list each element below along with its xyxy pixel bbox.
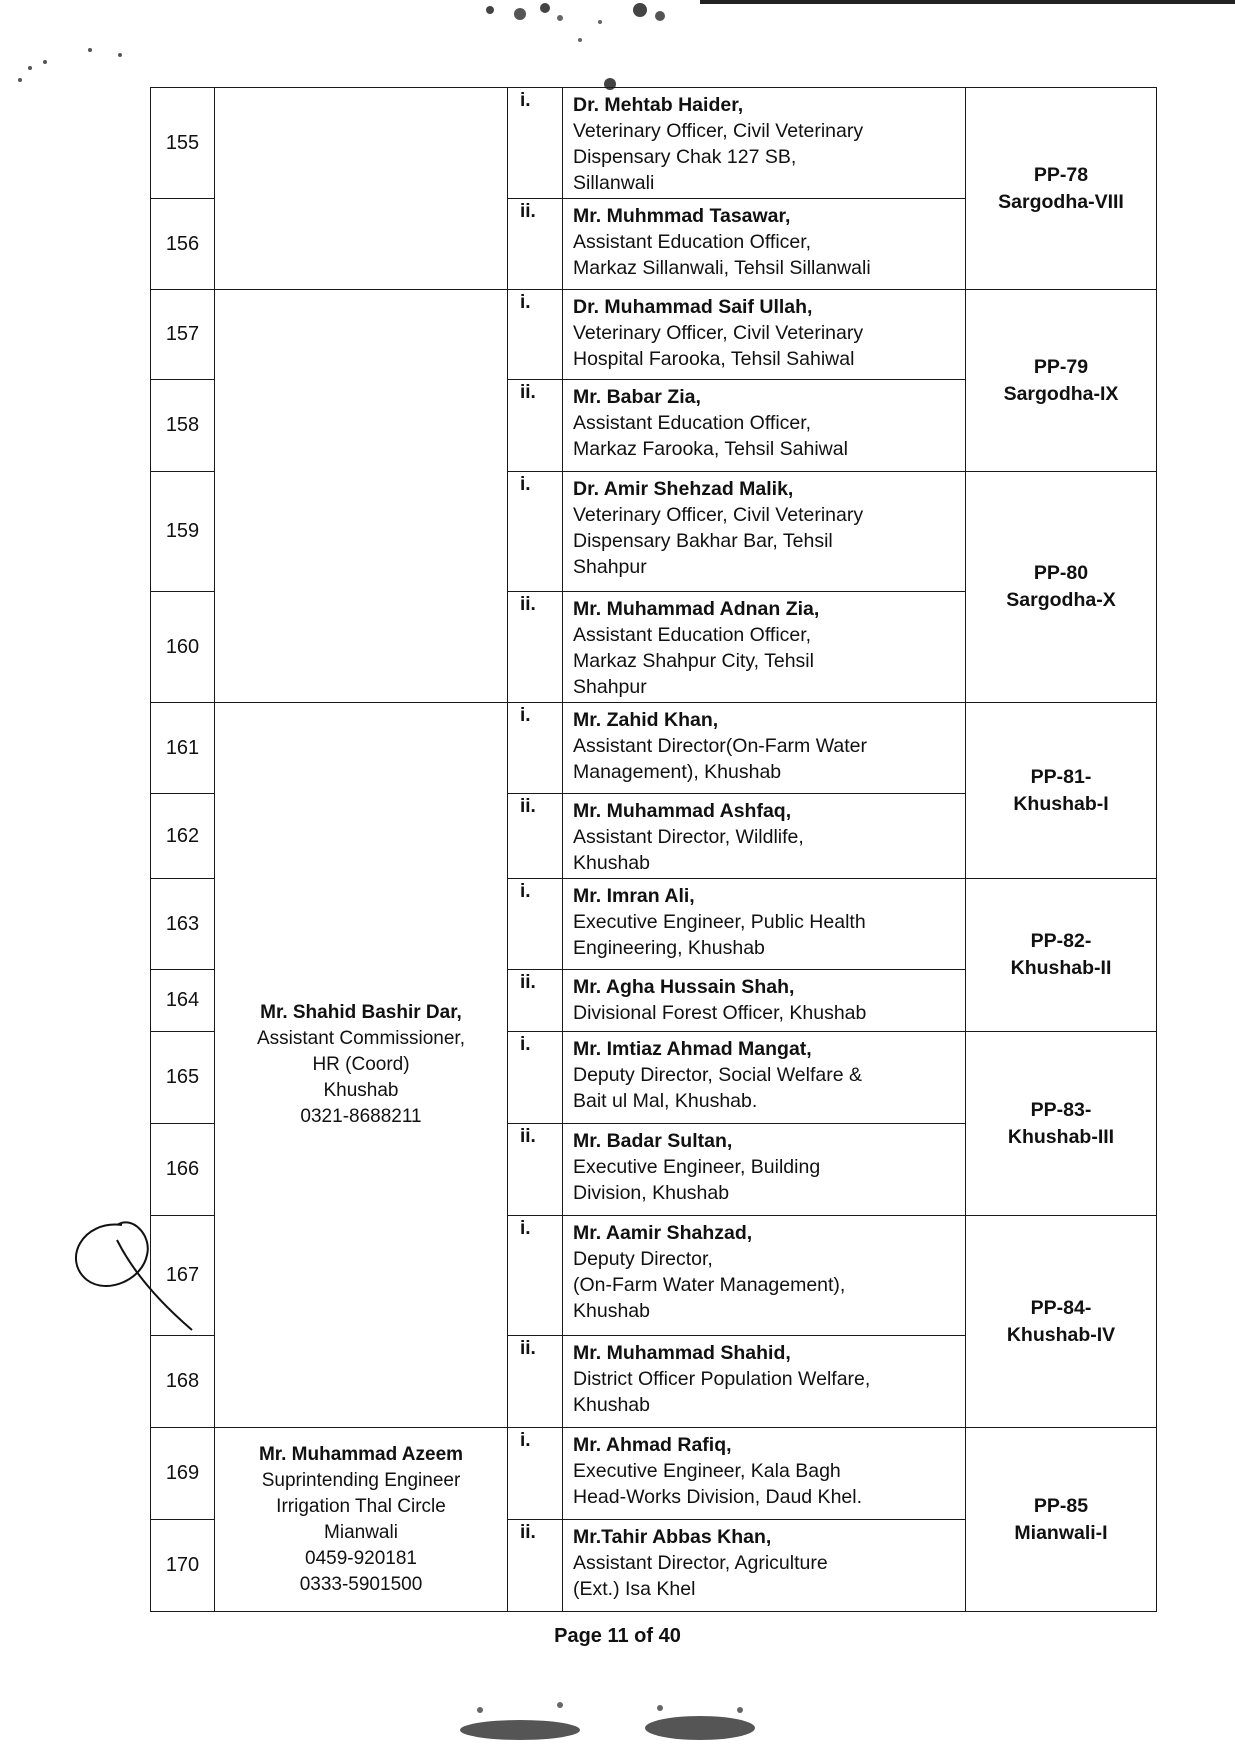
officer-designation: Shahpur <box>573 556 647 578</box>
officer-index: i. <box>508 1428 563 1520</box>
officer-cell <box>563 290 966 380</box>
constituency-name: Sargodha-VIII <box>998 190 1124 213</box>
constituency-cell <box>966 879 1157 1032</box>
serial-number: 169 <box>151 1428 215 1520</box>
officer-designation: Assistant Education Officer, <box>573 231 812 253</box>
officer-cell <box>563 1216 966 1336</box>
officer-name: Mr. Muhammad Shahid, <box>573 1342 791 1364</box>
returning-officer-cell <box>215 1428 508 1612</box>
officer-designation: Veterinary Officer, Civil Veterinary <box>573 322 864 344</box>
officer-designation: Sillanwali <box>573 172 655 194</box>
officer-index: i. <box>508 1216 563 1336</box>
officer-designation: Dispensary Chak 127 SB, <box>573 146 797 168</box>
officer-cell <box>563 380 966 472</box>
returning-officer-cell <box>215 88 508 290</box>
table-row <box>151 290 1157 380</box>
officer-index: ii. <box>508 199 563 290</box>
officer-index: ii. <box>508 970 563 1032</box>
officer-cell <box>563 199 966 290</box>
officer-designation: (On-Farm Water Management), <box>573 1274 846 1296</box>
officer-name: Mr. Muhammad Adnan Zia, <box>573 598 820 620</box>
roster-table <box>150 87 1157 1612</box>
officer-designation: Divisional Forest Officer, Khushab <box>573 1002 867 1024</box>
officer-cell <box>563 1124 966 1216</box>
serial-number: 161 <box>151 703 215 794</box>
officer-designation: Management), Khushab <box>573 761 782 783</box>
officer-index: i. <box>508 290 563 380</box>
officer-name: Mr. Imtiaz Ahmad Mangat, <box>573 1038 812 1060</box>
serial-number: 167 <box>151 1216 215 1336</box>
officer-index: ii. <box>508 380 563 472</box>
constituency-cell <box>966 1032 1157 1216</box>
constituency-cell <box>966 472 1157 703</box>
constituency-name: Sargodha-IX <box>1003 382 1119 405</box>
officer-designation: Khushab <box>573 852 650 874</box>
serial-number: 164 <box>151 970 215 1032</box>
returning-officer-detail: Irrigation Thal Circle <box>276 1495 446 1517</box>
constituency-name: Khushab-I <box>1013 792 1109 815</box>
returning-officer-phone: 0333-5901500 <box>299 1573 423 1595</box>
officer-index: ii. <box>508 1520 563 1612</box>
officer-cell <box>563 879 966 970</box>
serial-number: 168 <box>151 1336 215 1428</box>
officer-index: i. <box>508 88 563 199</box>
returning-officer-cell <box>215 290 508 703</box>
officer-designation: District Officer Population Welfare, <box>573 1368 871 1390</box>
constituency-cell <box>966 290 1157 472</box>
officer-index: ii. <box>508 1124 563 1216</box>
officer-designation: Bait ul Mal, Khushab. <box>573 1090 758 1112</box>
officer-designation: Khushab <box>573 1394 650 1416</box>
scan-noise-bottom <box>0 1680 1235 1750</box>
constituency-code: PP-78 <box>1033 163 1089 186</box>
officer-designation: Shahpur <box>573 676 647 698</box>
returning-officer-detail: Khushab <box>323 1080 399 1101</box>
serial-number: 162 <box>151 794 215 879</box>
constituency-code: PP-84- <box>1030 1296 1092 1319</box>
scan-noise-top <box>0 0 1235 90</box>
returning-officer-cell <box>215 703 508 1428</box>
page-number: Page 11 of 40 <box>554 1625 681 1647</box>
officer-designation: Deputy Director, <box>573 1248 713 1270</box>
serial-number: 163 <box>151 879 215 970</box>
officer-name: Mr. Aamir Shahzad, <box>573 1222 753 1244</box>
officer-designation: Assistant Director(On-Farm Water <box>573 735 867 757</box>
serial-number: 159 <box>151 472 215 592</box>
officer-cell <box>563 592 966 703</box>
officer-designation: Division, Khushab <box>573 1182 730 1204</box>
officer-cell <box>563 703 966 794</box>
serial-number: 160 <box>151 592 215 703</box>
officer-cell <box>563 970 966 1032</box>
officer-index: i. <box>508 703 563 794</box>
constituency-name: Sargodha-X <box>1006 589 1116 611</box>
serial-number: 156 <box>151 199 215 290</box>
constituency-cell <box>966 88 1157 290</box>
constituency-code: PP-82- <box>1030 930 1092 952</box>
table-row <box>151 703 1157 794</box>
officer-designation: Markaz Farooka, Tehsil Sahiwal <box>573 438 848 460</box>
constituency-cell <box>966 1216 1157 1428</box>
officer-name: Mr. Agha Hussain Shah, <box>573 976 795 998</box>
officer-cell <box>563 1428 966 1520</box>
constituency-cell <box>966 1428 1157 1612</box>
officer-cell <box>563 472 966 592</box>
constituency-name: Khushab-IV <box>1006 1323 1116 1346</box>
officer-cell <box>563 88 966 199</box>
handwritten-initials-mark <box>62 1210 202 1340</box>
officer-designation: Executive Engineer, Building <box>573 1156 821 1178</box>
officer-designation: (Ext.) Isa Khel <box>573 1578 696 1600</box>
officer-designation: Head-Works Division, Daud Khel. <box>573 1486 863 1508</box>
officer-designation: Assistant Education Officer, <box>573 412 812 434</box>
officer-designation: Assistant Director, Wildlife, <box>573 826 804 848</box>
officer-name: Dr. Mehtab Haider, <box>573 94 744 116</box>
officer-designation: Dispensary Bakhar Bar, Tehsil <box>573 530 833 552</box>
table-row <box>151 1428 1157 1520</box>
constituency-code: PP-85 <box>1033 1494 1089 1517</box>
returning-officer-name: Mr. Muhammad Azeem <box>258 1443 464 1465</box>
officer-designation: Veterinary Officer, Civil Veterinary <box>573 504 864 526</box>
constituency-code: PP-79 <box>1033 355 1089 378</box>
serial-number: 166 <box>151 1124 215 1216</box>
returning-officer-detail: Suprintending Engineer <box>261 1469 461 1491</box>
returning-officer-detail: HR (Coord) <box>312 1054 410 1075</box>
officer-name: Mr. Babar Zia, <box>573 386 701 408</box>
table-row <box>151 88 1157 199</box>
constituency-name: Khushab-III <box>1007 1125 1115 1148</box>
officer-index: i. <box>508 1032 563 1124</box>
officer-name: Mr. Muhmmad Tasawar, <box>573 205 791 227</box>
officer-cell <box>563 794 966 879</box>
officer-name: Mr. Muhammad Ashfaq, <box>573 800 792 822</box>
officer-index: ii. <box>508 1336 563 1428</box>
officer-cell <box>563 1032 966 1124</box>
officer-designation: Hospital Farooka, Tehsil Sahiwal <box>573 348 855 370</box>
officer-designation: Executive Engineer, Kala Bagh <box>573 1460 841 1482</box>
officer-designation: Assistant Director, Agriculture <box>573 1552 828 1574</box>
officer-designation: Assistant Education Officer, <box>573 624 812 646</box>
officer-designation: Deputy Director, Social Welfare & <box>573 1064 863 1086</box>
officer-name: Dr. Amir Shehzad Malik, <box>573 478 794 500</box>
officer-name: Dr. Muhammad Saif Ullah, <box>573 296 813 318</box>
officer-name: Mr.Tahir Abbas Khan, <box>573 1526 772 1548</box>
officer-designation: Engineering, Khushab <box>573 937 765 959</box>
constituency-code: PP-83- <box>1030 1098 1092 1121</box>
officer-designation: Executive Engineer, Public Health <box>573 911 866 933</box>
officer-index: i. <box>508 879 563 970</box>
returning-officer-detail: Assistant Commissioner, <box>256 1028 465 1049</box>
officer-name: Mr. Ahmad Rafiq, <box>573 1434 732 1456</box>
returning-officer-phone: 0459-920181 <box>305 1547 417 1569</box>
officer-name: Mr. Badar Sultan, <box>573 1130 733 1152</box>
officer-index: ii. <box>508 592 563 703</box>
officer-designation: Khushab <box>573 1300 650 1322</box>
returning-officer-detail: Mianwali <box>324 1521 398 1543</box>
serial-number: 155 <box>151 88 215 199</box>
serial-number: 170 <box>151 1520 215 1612</box>
officer-cell <box>563 1336 966 1428</box>
constituency-code: PP-80 <box>1033 562 1089 584</box>
officer-designation: Veterinary Officer, Civil Veterinary <box>573 120 864 142</box>
officer-designation: Markaz Shahpur City, Tehsil <box>573 650 814 672</box>
constituency-name: Mianwali-I <box>1014 1521 1108 1544</box>
officer-name: Mr. Zahid Khan, <box>573 709 719 731</box>
officer-designation: Markaz Sillanwali, Tehsil Sillanwali <box>573 257 871 279</box>
constituency-code: PP-81- <box>1030 765 1092 788</box>
returning-officer-name: Mr. Shahid Bashir Dar, <box>260 1002 462 1023</box>
officer-index: ii. <box>508 794 563 879</box>
serial-number: 165 <box>151 1032 215 1124</box>
serial-number: 157 <box>151 290 215 380</box>
officer-cell <box>563 1520 966 1612</box>
serial-number: 158 <box>151 380 215 472</box>
constituency-name: Khushab-II <box>1010 957 1112 979</box>
officer-index: i. <box>508 472 563 592</box>
returning-officer-phone: 0321-8688211 <box>300 1106 422 1127</box>
officer-name: Mr. Imran Ali, <box>573 885 695 907</box>
constituency-cell <box>966 703 1157 879</box>
